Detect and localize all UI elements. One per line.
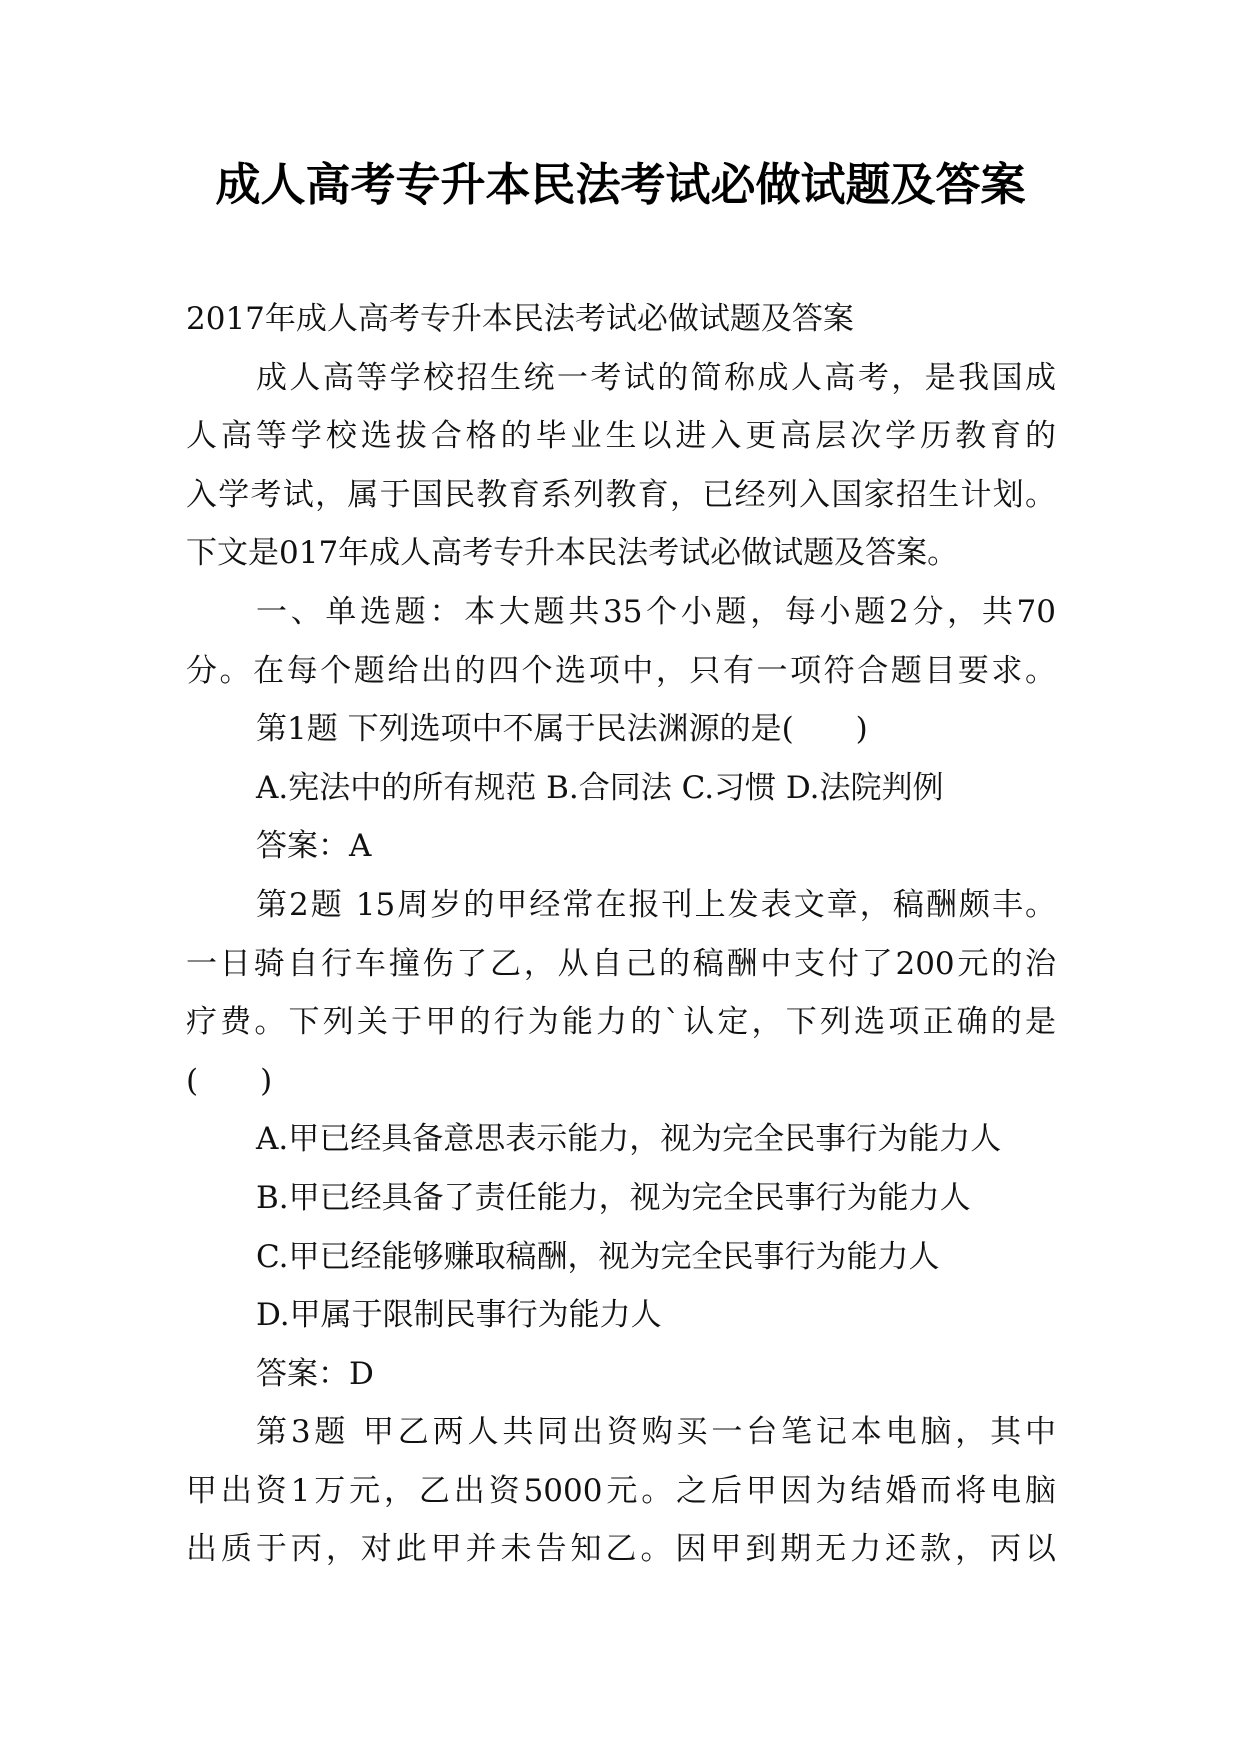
paragraph-line: 分。在每个题给出的四个选项中，只有一项符合题目要求。 [186, 652, 1056, 689]
question-line: 甲出资1万元，乙出资5000元。之后甲因为结婚而将电脑 [186, 1472, 1056, 1509]
question-line: 第2题 15周岁的甲经常在报刊上发表文章，稿酬颇丰。 [256, 886, 1056, 923]
question-line: 一日骑自行车撞伤了乙，从自己的稿酬中支付了200元的治 [186, 945, 1056, 982]
answer-line: 答案：D [256, 1355, 374, 1392]
question-line: 第1题 下列选项中不属于民法渊源的是( ) [256, 711, 868, 748]
option-line: D.甲属于限制民事行为能力人 [256, 1297, 662, 1334]
paragraph-line: 下文是017年成人高考专升本民法考试必做试题及答案。 [186, 535, 959, 572]
answer-line: 答案：A [256, 828, 372, 865]
document-body [186, 290, 1056, 1579]
option-line: A.甲已经具备意思表示能力，视为完全民事行为能力人 [256, 1121, 1002, 1158]
question-line: 出质于丙，对此甲并未告知乙。因甲到期无力还款，丙以 [186, 1531, 1056, 1568]
paragraph-line: 一、单选题：本大题共35个小题，每小题2分，共70 [256, 593, 1056, 630]
question-line: 第3题 甲乙两人共同出资购买一台笔记本电脑，其中 [256, 1414, 1056, 1451]
document-title: 成人高考专升本民法考试必做试题及答案 [215, 158, 1026, 211]
options-line: A.宪法中的所有规范 B.合同法 C.习惯 D.法院判例 [256, 769, 944, 806]
paragraph-line: 2017年成人高考专升本民法考试必做试题及答案 [186, 301, 854, 337]
paragraph-line: 成人高等学校招生统一考试的简称成人高考，是我国成 [256, 359, 1056, 396]
question-line: 疗费。下列关于甲的行为能力的`认定，下列选项正确的是 [186, 1004, 1056, 1041]
paragraph-line: 入学考试，属于国民教育系列教育，已经列入国家招生计划。 [186, 476, 1056, 513]
option-line: B.甲已经具备了责任能力，视为完全民事行为能力人 [256, 1179, 971, 1216]
paragraph-line: 人高等学校选拔合格的毕业生以进入更高层次学历教育的 [186, 418, 1056, 455]
option-line: C.甲已经能够赚取稿酬，视为完全民事行为能力人 [256, 1238, 940, 1275]
question-line: ( ) [186, 1062, 273, 1099]
